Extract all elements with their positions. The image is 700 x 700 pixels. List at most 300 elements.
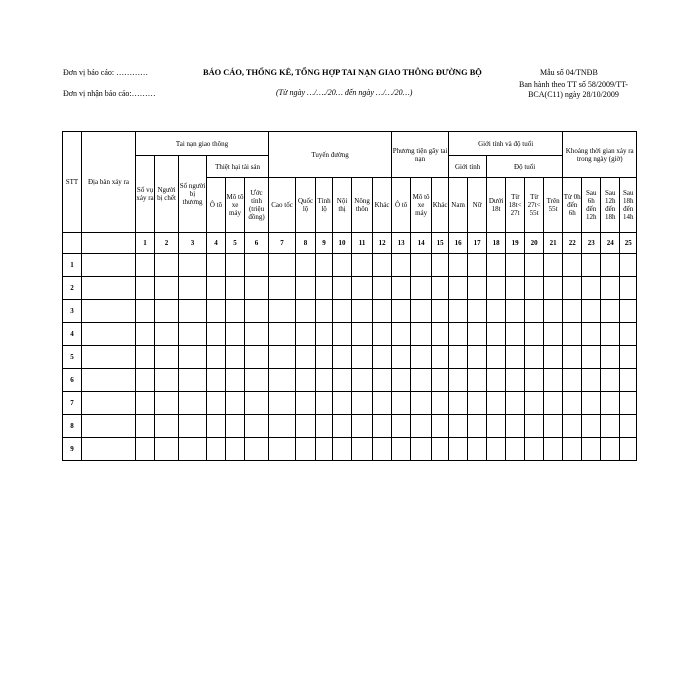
table-row — [63, 415, 637, 438]
table-cell — [226, 415, 245, 438]
table-cell — [245, 346, 269, 369]
table-cell — [620, 415, 637, 438]
table-cell — [620, 392, 637, 415]
table-cell — [487, 438, 506, 461]
table-cell — [544, 346, 563, 369]
column-number: 19 — [506, 233, 525, 254]
table-cell — [468, 346, 487, 369]
table-cell — [179, 346, 207, 369]
table-cell — [544, 415, 563, 438]
header-age-over55: Trên 55t — [544, 178, 563, 233]
table-cell — [136, 346, 155, 369]
table-cell — [82, 438, 136, 461]
header-route-rural: Nông thôn — [352, 178, 373, 233]
table-cell — [269, 300, 296, 323]
table-cell — [136, 300, 155, 323]
table-row — [63, 254, 637, 277]
column-number: 8 — [296, 233, 316, 254]
row-number: 7 — [63, 392, 82, 415]
table-cell — [269, 323, 296, 346]
table-cell — [525, 346, 544, 369]
header-gender-female: Nữ — [468, 178, 487, 233]
table-cell — [352, 254, 373, 277]
table-cell — [392, 392, 411, 415]
table-cell — [392, 300, 411, 323]
table-cell — [269, 369, 296, 392]
table-cell — [226, 346, 245, 369]
header-vehicles-group: Phương tiện gây tai nạn — [392, 132, 449, 178]
table-cell — [582, 277, 601, 300]
header-route-provincial: Tỉnh lộ — [316, 178, 333, 233]
column-number: 22 — [563, 233, 582, 254]
table-cell — [411, 300, 432, 323]
table-cell — [207, 346, 226, 369]
table-cell — [155, 369, 179, 392]
table-cell — [316, 438, 333, 461]
column-number: 16 — [449, 233, 468, 254]
table-cell — [582, 300, 601, 323]
table-cell — [316, 277, 333, 300]
table-cell — [352, 415, 373, 438]
table-cell — [468, 438, 487, 461]
data-rows — [63, 254, 637, 461]
table-cell — [525, 392, 544, 415]
table-cell — [620, 254, 637, 277]
table-cell — [620, 369, 637, 392]
table-cell — [333, 392, 352, 415]
table-cell — [563, 438, 582, 461]
table-cell — [373, 392, 392, 415]
table-cell — [333, 415, 352, 438]
table-cell — [392, 369, 411, 392]
table-cell — [432, 438, 449, 461]
table-cell — [432, 346, 449, 369]
table-cell — [487, 415, 506, 438]
table-cell — [245, 300, 269, 323]
header-gender-male: Nam — [449, 178, 468, 233]
table-cell — [468, 392, 487, 415]
table-cell — [525, 438, 544, 461]
accident-report-table — [62, 131, 637, 461]
table-cell — [245, 254, 269, 277]
header-stt: STT — [63, 132, 82, 233]
column-number: 21 — [544, 233, 563, 254]
table-cell — [226, 392, 245, 415]
table-cell — [432, 300, 449, 323]
table-cell — [352, 277, 373, 300]
table-cell — [245, 438, 269, 461]
table-cell — [155, 254, 179, 277]
table-cell — [487, 277, 506, 300]
report-title: BÁO CÁO, THỐNG KÊ, TỔNG HỢP TAI NẠN GIAO THÔNG ĐƯỜNG BỘ — [203, 68, 482, 77]
table-cell — [392, 277, 411, 300]
table-cell — [582, 254, 601, 277]
table-cell — [487, 392, 506, 415]
table-cell — [601, 415, 620, 438]
table-cell — [179, 277, 207, 300]
column-number-blank — [82, 233, 136, 254]
table-cell — [296, 323, 316, 346]
column-number: 14 — [411, 233, 432, 254]
table-cell — [411, 277, 432, 300]
table-cell — [352, 392, 373, 415]
row-number: 2 — [63, 277, 82, 300]
table-row — [63, 300, 637, 323]
table-cell — [582, 346, 601, 369]
table-cell — [392, 438, 411, 461]
table-cell — [316, 323, 333, 346]
table-cell — [563, 254, 582, 277]
table-cell — [506, 254, 525, 277]
table-cell — [136, 277, 155, 300]
table-cell — [82, 415, 136, 438]
table-cell — [411, 254, 432, 277]
column-number: 23 — [582, 233, 601, 254]
table-cell — [179, 415, 207, 438]
table-cell — [316, 415, 333, 438]
row-number: 1 — [63, 254, 82, 277]
table-cell — [296, 277, 316, 300]
row-number: 4 — [63, 323, 82, 346]
column-number: 1 — [136, 233, 155, 254]
table-cell — [449, 415, 468, 438]
table-cell — [136, 392, 155, 415]
header-damage-estimate: Ước tính (triệu đồng) — [245, 178, 269, 233]
table-cell — [563, 346, 582, 369]
table-cell — [411, 392, 432, 415]
table-cell — [506, 369, 525, 392]
receiving-unit-label: Đơn vị nhận báo cáo:……… — [63, 89, 156, 98]
header-age-group: Độ tuổi — [487, 156, 563, 178]
table-cell — [296, 415, 316, 438]
table-cell — [620, 346, 637, 369]
report-period: (Từ ngày …/…./20… đến ngày …/…/20…) — [276, 88, 413, 97]
header-age-18-27: Từ 18t< 27t — [506, 178, 525, 233]
table-cell — [296, 438, 316, 461]
table-cell — [525, 300, 544, 323]
table-cell — [563, 369, 582, 392]
table-cell — [269, 438, 296, 461]
table-cell — [582, 323, 601, 346]
table-cell — [432, 392, 449, 415]
table-cell — [245, 277, 269, 300]
table-cell — [373, 277, 392, 300]
table-cell — [207, 369, 226, 392]
table-cell — [179, 254, 207, 277]
table-cell — [392, 254, 411, 277]
table-cell — [373, 323, 392, 346]
table-cell — [620, 300, 637, 323]
table-cell — [468, 323, 487, 346]
table-cell — [269, 277, 296, 300]
table-cell — [449, 438, 468, 461]
table-cell — [487, 300, 506, 323]
table-cell — [373, 254, 392, 277]
table-cell — [82, 300, 136, 323]
table-cell — [411, 438, 432, 461]
table-cell — [563, 300, 582, 323]
column-number: 18 — [487, 233, 506, 254]
table-cell — [136, 254, 155, 277]
table-cell — [226, 277, 245, 300]
table-cell — [620, 277, 637, 300]
column-number: 11 — [352, 233, 373, 254]
column-number: 20 — [525, 233, 544, 254]
table-cell — [544, 277, 563, 300]
table-cell — [269, 415, 296, 438]
table-cell — [207, 438, 226, 461]
table-cell — [525, 323, 544, 346]
column-number: 15 — [432, 233, 449, 254]
table-cell — [245, 323, 269, 346]
table-cell — [487, 323, 506, 346]
table-cell — [155, 438, 179, 461]
header-time-18-24: Sau 18h đến 14h — [620, 178, 637, 233]
table-cell — [506, 346, 525, 369]
table-cell — [316, 254, 333, 277]
issued-by-note: Ban hành theo TT số 58/2009/TT-BCA(C11) ngày 28/10/2009 — [519, 80, 628, 99]
table-row — [63, 277, 637, 300]
table-cell — [333, 369, 352, 392]
table-cell — [373, 346, 392, 369]
table-cell — [506, 300, 525, 323]
header-age-27-55: Từ 27t< 55t — [525, 178, 544, 233]
table-cell — [155, 415, 179, 438]
table-cell — [136, 438, 155, 461]
table-cell — [432, 254, 449, 277]
table-cell — [296, 346, 316, 369]
row-number: 5 — [63, 346, 82, 369]
column-number: 5 — [226, 233, 245, 254]
table-cell — [179, 300, 207, 323]
table-cell — [333, 254, 352, 277]
table-cell — [269, 392, 296, 415]
table-cell — [449, 392, 468, 415]
column-number: 3 — [179, 233, 207, 254]
header-accident-count: Số vụ xảy ra — [136, 156, 155, 233]
table-cell — [449, 346, 468, 369]
header-damage-motorbike: Mô tô xe máy — [226, 178, 245, 233]
column-number: 10 — [333, 233, 352, 254]
column-number: 6 — [245, 233, 269, 254]
table-cell — [179, 323, 207, 346]
table-cell — [333, 277, 352, 300]
table-cell — [411, 346, 432, 369]
header-time-12-18: Sau 12h đến 18h — [601, 178, 620, 233]
header-damage-car: Ô tô — [207, 178, 226, 233]
table-cell — [601, 369, 620, 392]
table-cell — [525, 254, 544, 277]
header-route-other: Khác — [373, 178, 392, 233]
header-demographics-group: Giới tính và độ tuổi — [449, 132, 563, 156]
table-cell — [468, 300, 487, 323]
table-cell — [207, 392, 226, 415]
column-number: 25 — [620, 233, 637, 254]
header-injured: Số người bị thương — [179, 156, 207, 233]
form-code: Mẫu số 04/TNĐB — [540, 68, 598, 77]
table-cell — [544, 254, 563, 277]
table-cell — [411, 415, 432, 438]
table-row — [63, 438, 637, 461]
table-cell — [432, 369, 449, 392]
table-cell — [155, 300, 179, 323]
table-cell — [179, 392, 207, 415]
table-cell — [136, 369, 155, 392]
column-number: 17 — [468, 233, 487, 254]
table-cell — [601, 438, 620, 461]
row-number: 6 — [63, 369, 82, 392]
table-cell — [373, 300, 392, 323]
table-cell — [333, 323, 352, 346]
table-cell — [269, 254, 296, 277]
column-number-blank — [63, 233, 82, 254]
table-cell — [601, 392, 620, 415]
table-cell — [525, 369, 544, 392]
table-cell — [316, 346, 333, 369]
table-cell — [373, 369, 392, 392]
table-cell — [620, 438, 637, 461]
table-cell — [601, 254, 620, 277]
table-cell — [333, 300, 352, 323]
table-cell — [582, 415, 601, 438]
table-cell — [136, 415, 155, 438]
table-cell — [352, 346, 373, 369]
table-cell — [155, 323, 179, 346]
table-cell — [411, 323, 432, 346]
table-cell — [468, 369, 487, 392]
table-cell — [620, 323, 637, 346]
table-cell — [352, 323, 373, 346]
table-cell — [601, 277, 620, 300]
column-number: 2 — [155, 233, 179, 254]
header-route-urban: Nội thị — [333, 178, 352, 233]
table-cell — [601, 300, 620, 323]
table-cell — [316, 300, 333, 323]
table-cell — [316, 392, 333, 415]
table-cell — [506, 415, 525, 438]
table-cell — [296, 369, 316, 392]
table-cell — [373, 415, 392, 438]
table-cell — [432, 323, 449, 346]
table-cell — [544, 300, 563, 323]
table-cell — [563, 415, 582, 438]
table-cell — [506, 277, 525, 300]
table-cell — [506, 323, 525, 346]
table-cell — [487, 346, 506, 369]
column-number: 12 — [373, 233, 392, 254]
header-vehicle-other: Khác — [432, 178, 449, 233]
table-cell — [269, 346, 296, 369]
table-cell — [487, 254, 506, 277]
table-cell — [582, 438, 601, 461]
row-number: 8 — [63, 415, 82, 438]
table-cell — [296, 254, 316, 277]
table-cell — [449, 323, 468, 346]
table-cell — [544, 369, 563, 392]
table-cell — [155, 392, 179, 415]
table-cell — [449, 369, 468, 392]
reporting-unit-label: Đơn vị báo cáo: ………… — [63, 68, 149, 77]
table-cell — [136, 323, 155, 346]
table-cell — [449, 300, 468, 323]
table-cell — [525, 415, 544, 438]
table-row — [63, 369, 637, 392]
table-cell — [373, 438, 392, 461]
table-cell — [544, 323, 563, 346]
table-cell — [82, 323, 136, 346]
column-number: 7 — [269, 233, 296, 254]
table-cell — [352, 438, 373, 461]
table-cell — [582, 369, 601, 392]
table-cell — [544, 438, 563, 461]
table-cell — [245, 392, 269, 415]
table-row — [63, 346, 637, 369]
table-cell — [392, 415, 411, 438]
column-number: 4 — [207, 233, 226, 254]
column-number: 24 — [601, 233, 620, 254]
header-gender-group: Giới tính — [449, 156, 487, 178]
header-route-expressway: Cao tốc — [269, 178, 296, 233]
table-row — [63, 323, 637, 346]
table-cell — [155, 346, 179, 369]
table-cell — [207, 254, 226, 277]
table-cell — [316, 369, 333, 392]
header-time-0-6: Từ 0h đến 6h — [563, 178, 582, 233]
table-cell — [432, 415, 449, 438]
header-time-group: Khoảng thời gian xảy ra trong ngày (giờ) — [563, 132, 637, 178]
row-number: 3 — [63, 300, 82, 323]
table-cell — [82, 392, 136, 415]
table-cell — [563, 277, 582, 300]
table-cell — [468, 415, 487, 438]
table-cell — [333, 346, 352, 369]
table-cell — [563, 323, 582, 346]
table-cell — [179, 438, 207, 461]
table-cell — [468, 277, 487, 300]
table-cell — [207, 277, 226, 300]
table-cell — [226, 438, 245, 461]
header-time-6-12: Sau 6h đến 12h — [582, 178, 601, 233]
table-cell — [207, 300, 226, 323]
table-cell — [411, 369, 432, 392]
table-cell — [352, 369, 373, 392]
header-damage-group: Thiệt hại tài sản — [207, 156, 269, 178]
table-cell — [525, 277, 544, 300]
table-row — [63, 392, 637, 415]
header-accidents-group: Tai nạn giao thông — [136, 132, 269, 156]
table-cell — [226, 323, 245, 346]
table-cell — [392, 346, 411, 369]
table-cell — [506, 438, 525, 461]
table-cell — [352, 300, 373, 323]
table-cell — [245, 369, 269, 392]
table-cell — [82, 346, 136, 369]
table-cell — [563, 392, 582, 415]
table-cell — [601, 323, 620, 346]
column-number: 9 — [316, 233, 333, 254]
table-cell — [226, 300, 245, 323]
table-cell — [82, 277, 136, 300]
column-number-row — [63, 233, 637, 254]
table-cell — [432, 277, 449, 300]
header-routes-group: Tuyến đường — [269, 132, 392, 178]
header-vehicle-motorbike: Mô tô xe máy — [411, 178, 432, 233]
header-route-national: Quốc lộ — [296, 178, 316, 233]
table-cell — [226, 254, 245, 277]
table-cell — [179, 369, 207, 392]
row-number: 9 — [63, 438, 82, 461]
table-cell — [207, 415, 226, 438]
